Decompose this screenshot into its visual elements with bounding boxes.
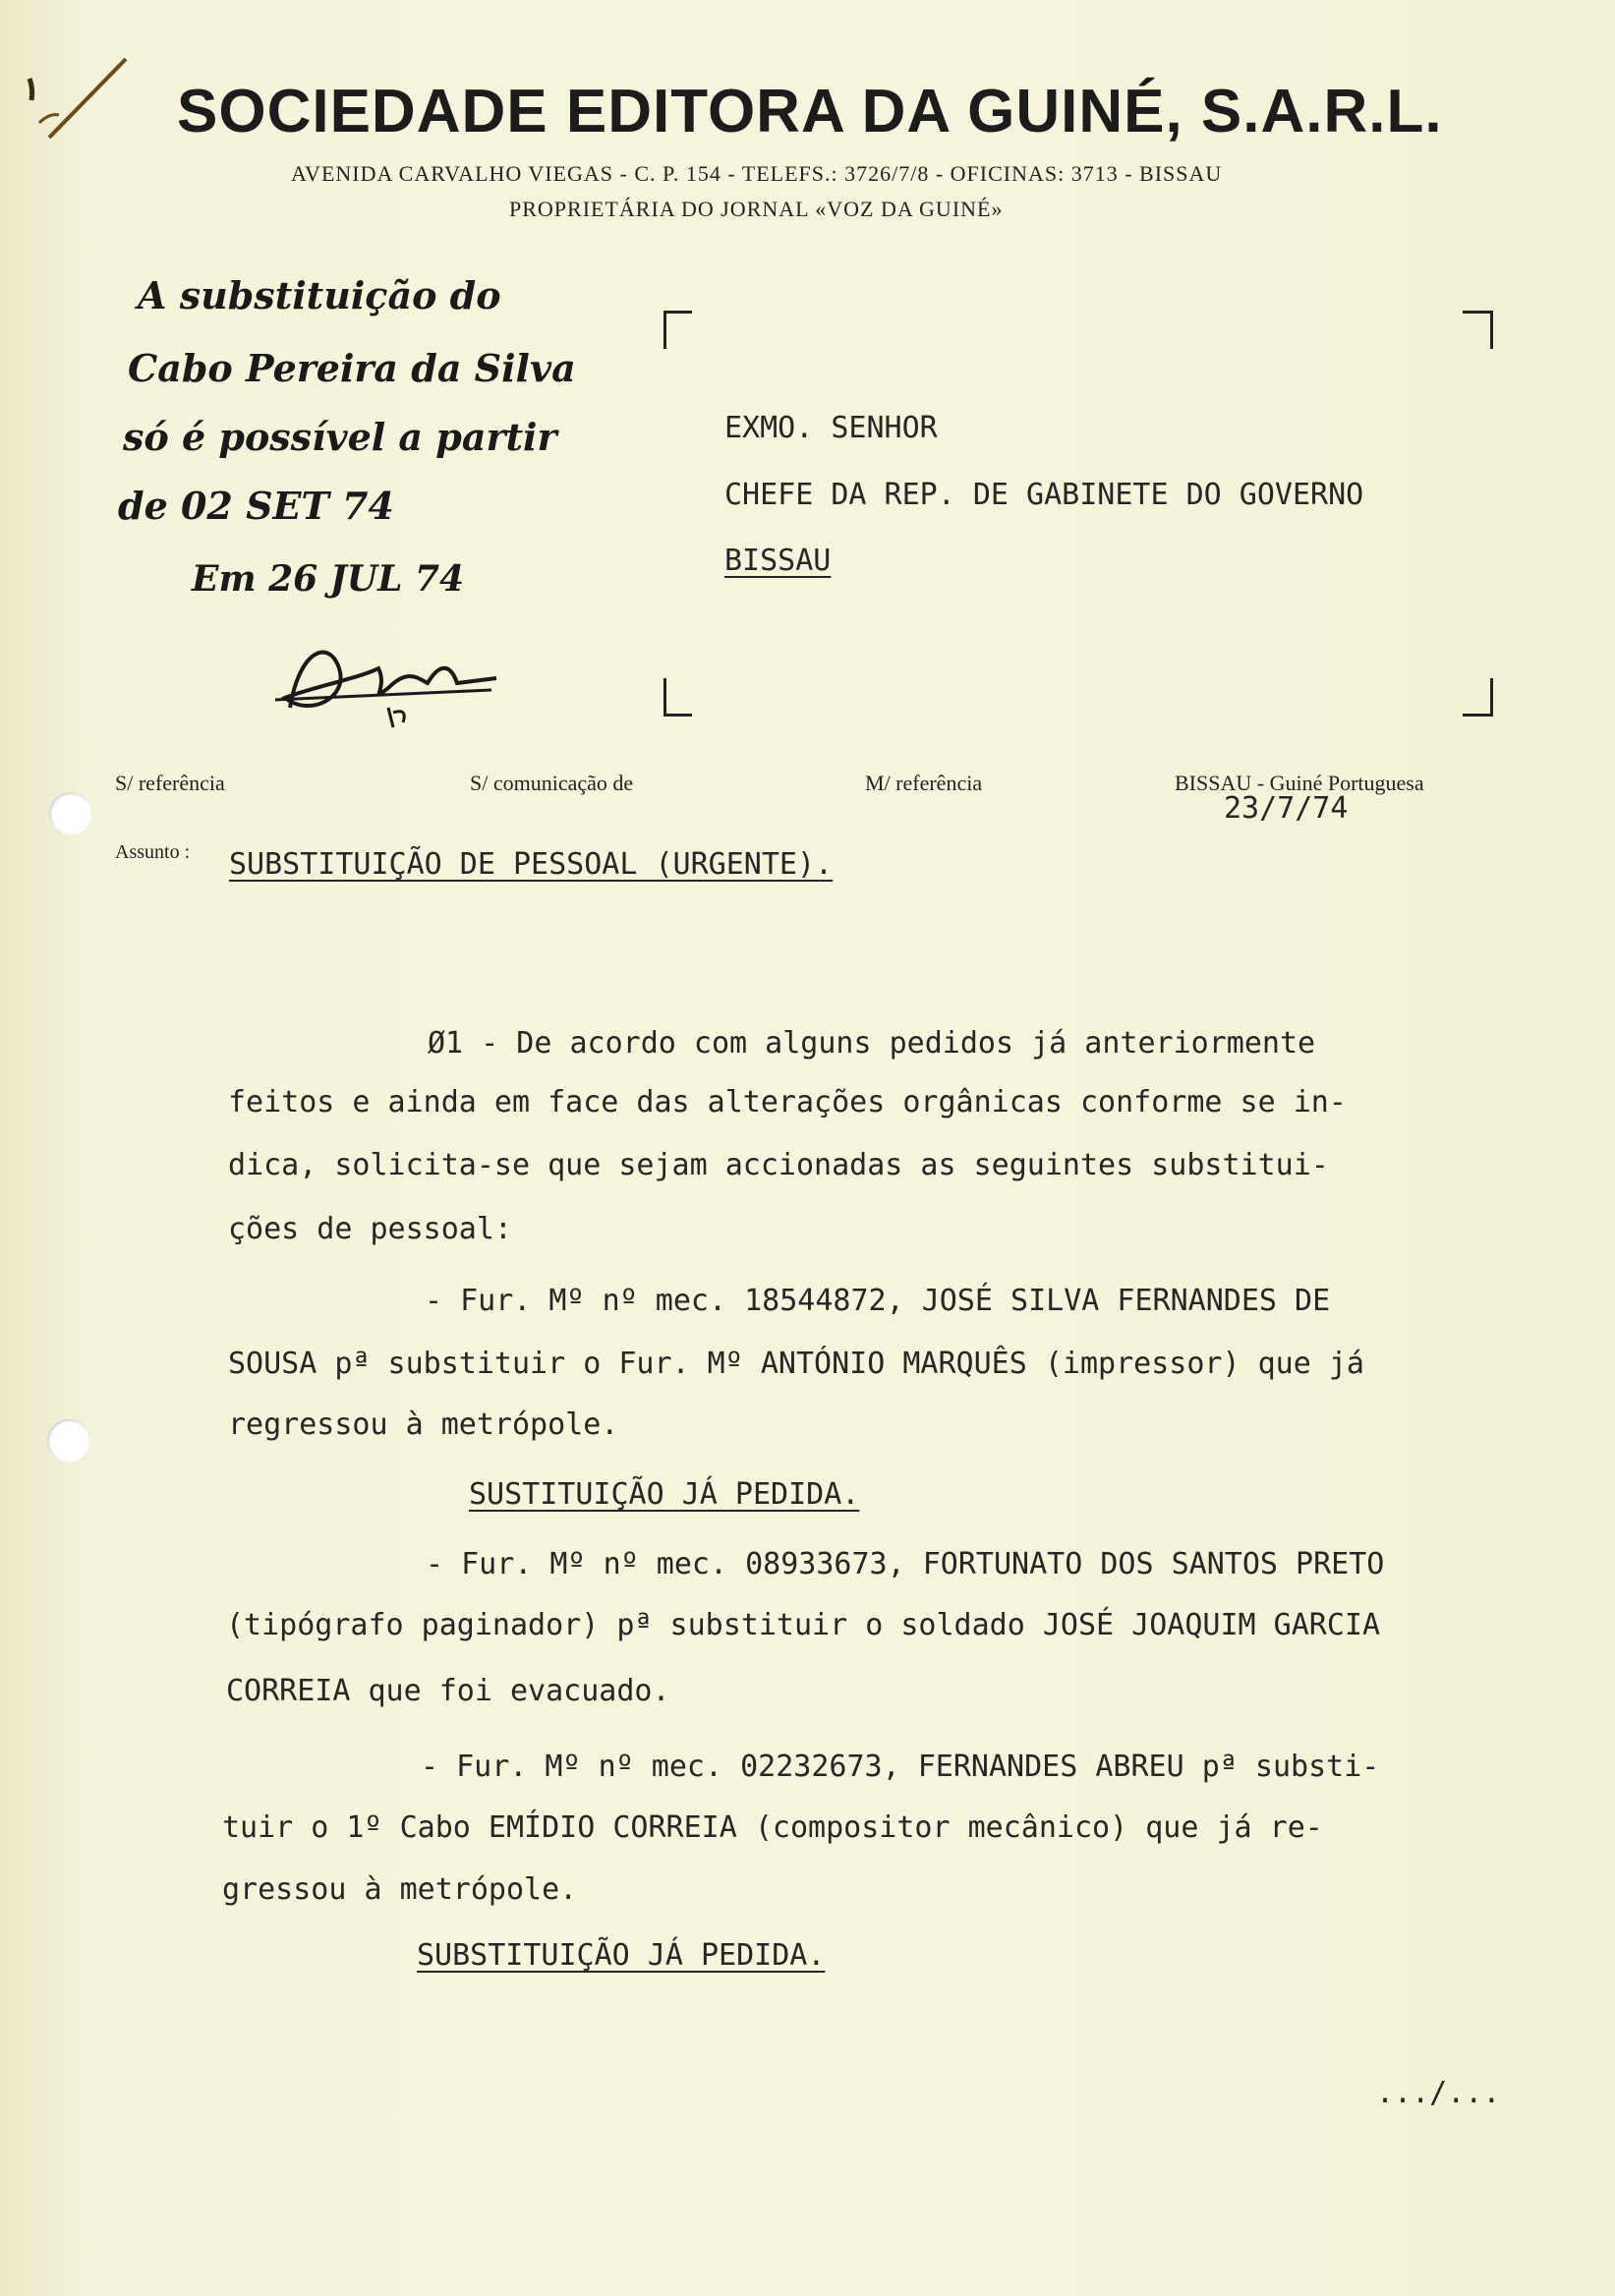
your-reference-label: S/ referência	[115, 771, 225, 795]
company-name: SOCIEDADE EDITORA DA GUINÉ, S.A.R.L.	[177, 78, 1443, 145]
place-label: BISSAU - Guiné Portuguesa	[1175, 771, 1424, 795]
handwritten-note-date: Em 26 JUL 74	[192, 558, 465, 600]
address-window-corner	[1463, 311, 1493, 349]
handwritten-note-line: de 02 SET 74	[118, 484, 394, 528]
subject-label: Assunto :	[115, 841, 191, 863]
recipient-title: CHEFE DA REP. DE GABINETE DO GOVERNO	[724, 478, 1364, 512]
body-status-note: SUSTITUIÇÃO JÁ PEDIDA.	[469, 1477, 860, 1512]
company-address: AVENIDA CARVALHO VIEGAS - C. P. 154 - TELEFS.: 3726/7/8 - OFICINAS: 3713 - BISSAU	[291, 161, 1223, 186]
body-line: ções de pessoal:	[228, 1212, 512, 1246]
body-line: - Fur. Mº nº mec. 18544872, JOSÉ SILVA FERNANDES DE	[425, 1284, 1331, 1318]
body-line: - Fur. Mº nº mec. 08933673, FORTUNATO DOS SANTOS PRETO	[426, 1547, 1385, 1581]
body-line: feitos e ainda em face das alterações orgânicas conforme se in-	[228, 1085, 1347, 1119]
handwritten-note-line: Cabo Pereira da Silva	[128, 346, 576, 390]
punch-hole	[47, 1419, 90, 1463]
subject-text: SUBSTITUIÇÃO DE PESSOAL (URGENTE).	[229, 847, 834, 882]
punch-hole	[49, 792, 92, 835]
address-window-corner	[663, 311, 692, 349]
body-line: CORREIA que foi evacuado.	[226, 1674, 670, 1708]
newspaper-owner-line: PROPRIETÁRIA DO JORNAL «VOZ DA GUINÉ»	[509, 197, 1004, 221]
body-line: tuir o 1º Cabo EMÍDIO CORREIA (compositor mecânico) que já re-	[222, 1810, 1323, 1845]
address-window-corner	[663, 678, 692, 717]
continuation-marker: .../...	[1376, 2076, 1501, 2110]
body-line: regressou à metrópole.	[228, 1407, 619, 1442]
ink-mark-icon	[20, 49, 138, 147]
body-line: - Fur. Mº nº mec. 02232673, FERNANDES ABREU pª substi-	[421, 1750, 1380, 1784]
body-line: (tipógrafo paginador) pª substituir o soldado JOSÉ JOAQUIM GARCIA	[226, 1608, 1380, 1642]
body-line: dica, solicita-se que sejam accionadas as seguintes substitui-	[228, 1148, 1329, 1182]
body-status-note: SUBSTITUIÇÃO JÁ PEDIDA.	[417, 1938, 826, 1973]
handwritten-note-line: só é possível a partir	[123, 415, 557, 459]
body-line: SOUSA pª substituir o Fur. Mº ANTÓNIO MARQUÊS (impressor) que já	[228, 1347, 1364, 1381]
body-line: Ø1 - De acordo com alguns pedidos já anteriormente	[428, 1026, 1316, 1061]
body-line: gressou à metrópole.	[222, 1872, 578, 1907]
address-window-corner	[1463, 678, 1493, 717]
our-reference-label: M/ referência	[865, 771, 983, 795]
handwritten-note-line: A substituição do	[138, 273, 501, 317]
your-communication-label: S/ comunicação de	[470, 771, 634, 795]
recipient-salutation: EXMO. SENHOR	[724, 411, 938, 445]
signature-icon	[270, 629, 506, 737]
recipient-city: BISSAU	[724, 544, 832, 578]
letter-date: 23/7/74	[1224, 791, 1349, 826]
